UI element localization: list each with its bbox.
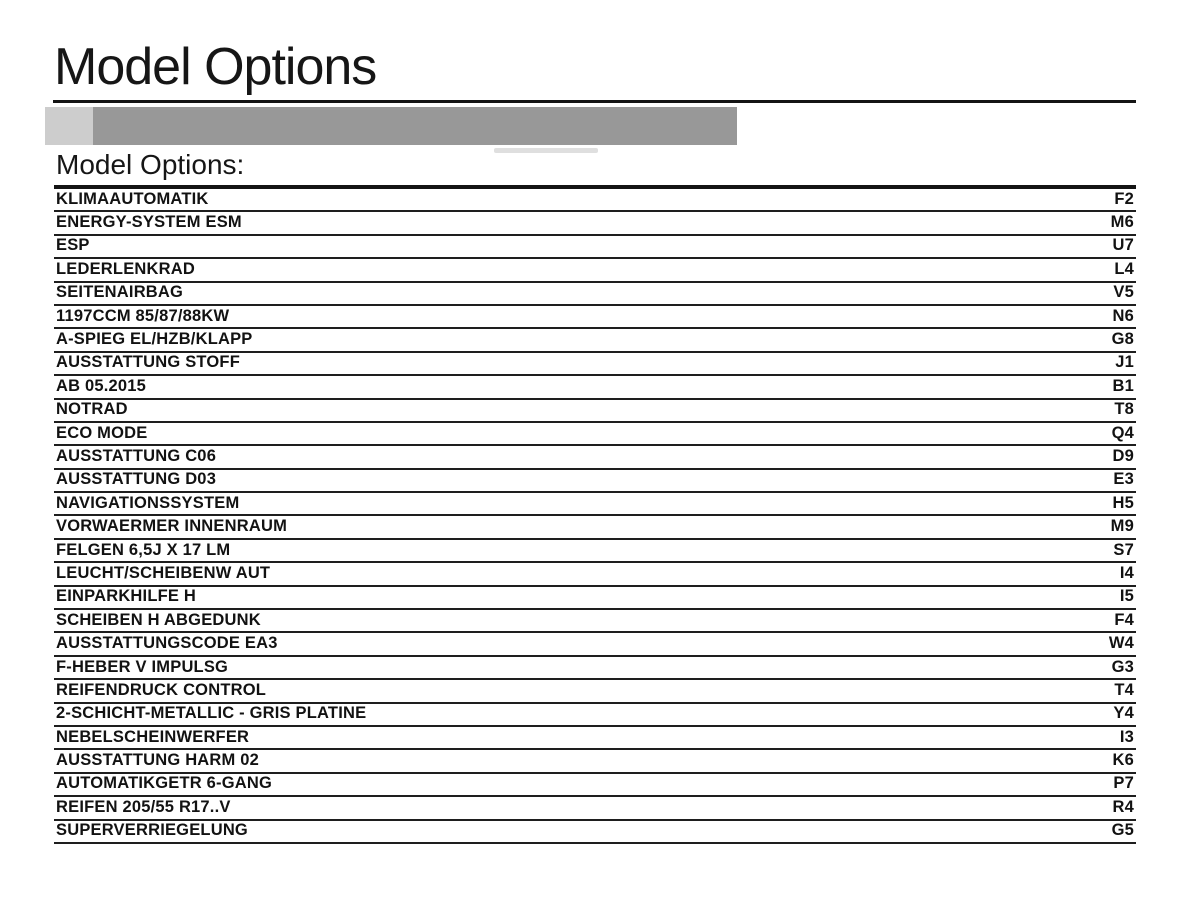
option-label: A-SPIEG EL/HZB/KLAPP xyxy=(56,330,253,349)
option-label: AUTOMATIKGETR 6-GANG xyxy=(56,774,273,793)
table-row xyxy=(54,516,1136,539)
option-label: 1197CCM 85/87/88KW xyxy=(56,306,230,325)
option-code: G3 xyxy=(1111,657,1134,676)
option-code: L4 xyxy=(1114,259,1134,278)
option-code: I3 xyxy=(1119,727,1134,746)
option-code: J1 xyxy=(1115,353,1134,372)
option-code: U7 xyxy=(1112,236,1134,255)
option-code: V5 xyxy=(1113,283,1134,302)
option-code: G5 xyxy=(1111,821,1134,840)
option-label: SEITENAIRBAG xyxy=(56,283,184,302)
table-row xyxy=(54,446,1136,469)
option-code: P7 xyxy=(1113,774,1134,793)
option-label: AUSSTATTUNG D03 xyxy=(56,470,217,489)
table-row xyxy=(54,797,1136,820)
option-code: T8 xyxy=(1114,400,1134,419)
table-row xyxy=(54,493,1136,516)
section-title: Model Options: xyxy=(56,149,245,180)
option-label: REIFEN 205/55 R17..V xyxy=(56,797,231,816)
option-label: F-HEBER V IMPULSG xyxy=(56,657,229,676)
table-row xyxy=(54,727,1136,750)
table-row xyxy=(54,680,1136,703)
table-row xyxy=(54,540,1136,563)
option-code: F2 xyxy=(1114,189,1134,208)
option-label: LEDERLENKRAD xyxy=(56,259,195,278)
option-label: ESP xyxy=(56,236,90,255)
option-code: M9 xyxy=(1110,517,1134,536)
table-row xyxy=(54,821,1136,844)
option-label: NOTRAD xyxy=(56,400,128,419)
table-row xyxy=(54,563,1136,586)
redaction-ghost-smudge xyxy=(494,148,598,153)
option-code: I5 xyxy=(1119,587,1134,606)
option-label: VORWAERMER INNENRAUM xyxy=(56,517,288,536)
option-code: G8 xyxy=(1111,330,1134,349)
option-label: AUSSTATTUNGSCODE EA3 xyxy=(56,634,278,653)
option-code: B1 xyxy=(1112,376,1134,395)
table-row xyxy=(54,423,1136,446)
table-row xyxy=(54,657,1136,680)
table-row xyxy=(54,750,1136,773)
option-label: NAVIGATIONSSYSTEM xyxy=(56,493,240,512)
option-label: SUPERVERRIEGELUNG xyxy=(56,821,248,840)
title-divider xyxy=(53,100,1136,103)
option-code: M6 xyxy=(1110,213,1134,232)
option-code: D9 xyxy=(1112,446,1134,465)
option-code: K6 xyxy=(1112,751,1134,770)
table-row xyxy=(54,633,1136,656)
option-label: AB 05.2015 xyxy=(56,376,147,395)
option-code: N6 xyxy=(1112,306,1134,325)
option-code: F4 xyxy=(1114,610,1134,629)
option-label: EINPARKHILFE H xyxy=(56,587,196,606)
option-label: AUSSTATTUNG C06 xyxy=(56,446,217,465)
table-row xyxy=(54,306,1136,329)
table-row xyxy=(54,189,1136,212)
option-label: NEBELSCHEINWERFER xyxy=(56,727,250,746)
table-row xyxy=(54,376,1136,399)
option-label: REIFENDRUCK CONTROL xyxy=(56,680,267,699)
option-label: KLIMAAUTOMATIK xyxy=(56,189,209,208)
table-row xyxy=(54,283,1136,306)
options-table xyxy=(54,185,1136,844)
option-code: R4 xyxy=(1112,797,1134,816)
option-label: ECO MODE xyxy=(56,423,148,442)
option-code: Q4 xyxy=(1111,423,1134,442)
option-label: AUSSTATTUNG STOFF xyxy=(56,353,240,372)
option-code: W4 xyxy=(1108,634,1134,653)
table-row xyxy=(54,610,1136,633)
option-label: ENERGY-SYSTEM ESM xyxy=(56,213,242,232)
option-label: AUSSTATTUNG HARM 02 xyxy=(56,751,260,770)
table-row xyxy=(54,353,1136,376)
option-code: H5 xyxy=(1112,493,1134,512)
option-label: FELGEN 6,5J X 17 LM xyxy=(56,540,231,559)
table-row xyxy=(54,400,1136,423)
option-code: I4 xyxy=(1119,563,1134,582)
option-code: E3 xyxy=(1113,470,1134,489)
option-code: S7 xyxy=(1113,540,1134,559)
table-row xyxy=(54,329,1136,352)
table-row xyxy=(54,212,1136,235)
table-row xyxy=(54,587,1136,610)
redaction-bar xyxy=(45,107,737,145)
option-code: Y4 xyxy=(1113,704,1134,723)
option-code: T4 xyxy=(1114,680,1134,699)
option-label: 2-SCHICHT-METALLIC - GRIS PLATINE xyxy=(56,704,367,723)
table-row xyxy=(54,704,1136,727)
option-label: SCHEIBEN H ABGEDUNK xyxy=(56,610,261,629)
table-row xyxy=(54,259,1136,282)
table-row xyxy=(54,774,1136,797)
page-title: Model Options xyxy=(54,38,377,96)
option-label: LEUCHT/SCHEIBENW AUT xyxy=(56,563,271,582)
table-row xyxy=(54,470,1136,493)
table-row xyxy=(54,236,1136,259)
redaction-bar-light-segment xyxy=(45,107,93,145)
